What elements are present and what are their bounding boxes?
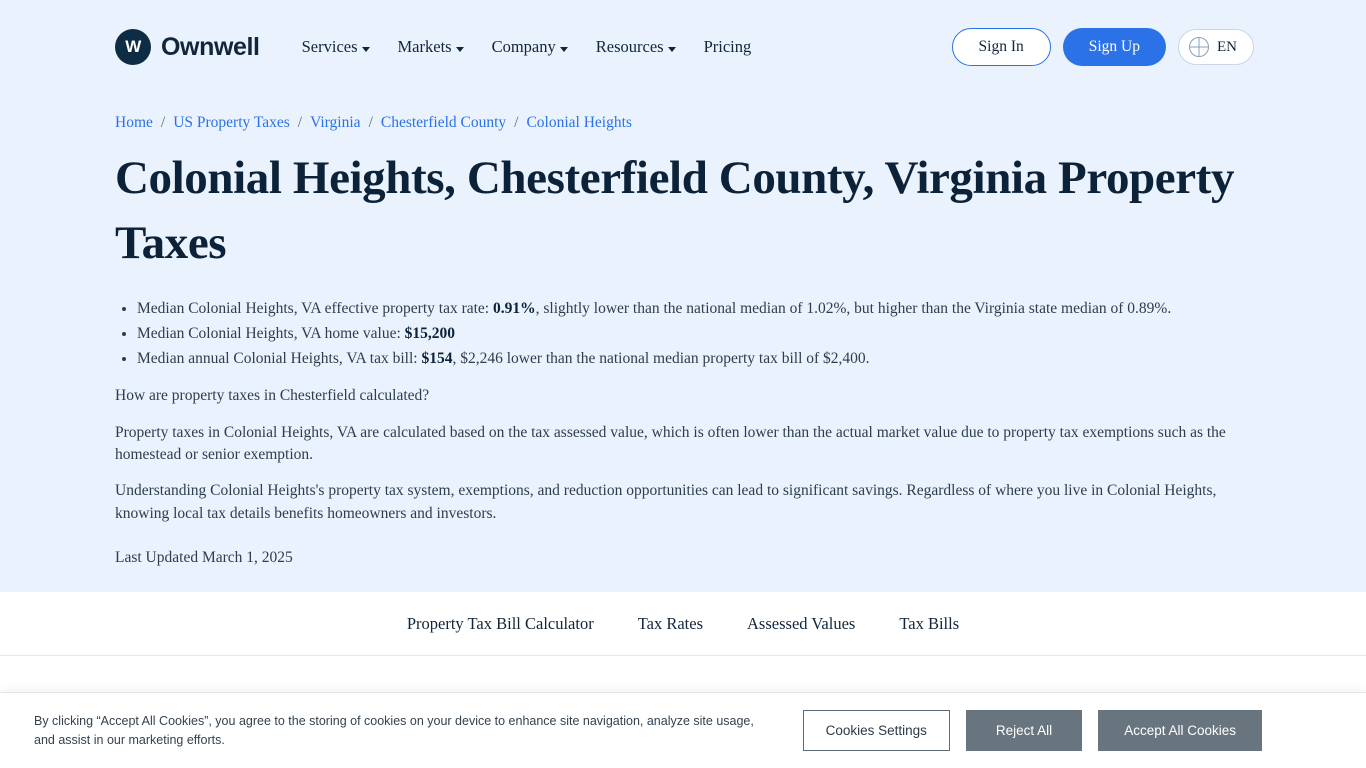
brand-logo[interactable]: [115, 29, 260, 65]
accept-all-cookies-button[interactable]: Accept All Cookies: [1098, 710, 1262, 751]
sign-up-button[interactable]: Sign Up: [1063, 28, 1166, 66]
calculation-question: How are property taxes in Chesterfield calculated?: [115, 387, 430, 405]
breadcrumb: [115, 114, 1251, 132]
tab-assessed-values[interactable]: Assessed Values: [747, 613, 856, 633]
fact-2-value: $15,200: [404, 324, 456, 342]
top-navigation-bar: [0, 0, 1366, 94]
section-tabs: [0, 592, 1366, 656]
language-label: EN: [1217, 38, 1237, 55]
page-title: Colonial Heights, Chesterfield County, Virginia Property Taxes: [115, 152, 1235, 269]
language-selector[interactable]: [1178, 29, 1254, 65]
nav-item-company-label: Company: [491, 37, 556, 56]
sign-in-button[interactable]: Sign In: [952, 28, 1051, 66]
content-below-fold: [0, 656, 1366, 696]
key-facts-list: [137, 296, 1251, 371]
tab-tax-bills[interactable]: Tax Bills: [899, 613, 960, 633]
fact-3-post: , $2,246 lower than the national median property tax bill of $2,400.: [452, 349, 870, 367]
nav-actions: [952, 28, 1254, 66]
list-item: [137, 321, 1251, 346]
ownwell-logo-icon: W: [115, 29, 151, 65]
reject-all-button[interactable]: Reject All: [966, 710, 1082, 751]
nav-item-markets[interactable]: [398, 37, 464, 57]
tab-property-tax-bill-calculator[interactable]: Property Tax Bill Calculator: [406, 613, 594, 633]
breadcrumb-item-virginia[interactable]: Virginia: [310, 114, 361, 131]
paragraph-understanding: Understanding Colonial Heights's property tax system, exemptions, and reduction opportunities can lead to significant savings. Regardless of where you live in Colonial Heights, knowing local tax details benefits homeowners and investors.: [115, 482, 1217, 522]
paragraph-calculation: Property taxes in Colonial Heights, VA are calculated based on the tax assessed value, which is often lower than the actual market value due to property tax exemptions such as the homestead or senior exemption.: [115, 423, 1226, 463]
last-updated: Last Updated March 1, 2025: [115, 549, 293, 567]
fact-1-post: , slightly lower than the national median of 1.02%, but higher than the Virginia state median of 0.89%.: [535, 299, 1172, 317]
breadcrumb-item-us-property-taxes[interactable]: US Property Taxes: [173, 114, 290, 131]
nav-item-resources-label: Resources: [595, 37, 664, 56]
nav-item-pricing[interactable]: [704, 37, 752, 57]
breadcrumb-separator: /: [514, 114, 519, 131]
nav-item-services-label: Services: [301, 37, 358, 56]
cookies-settings-button[interactable]: Cookies Settings: [803, 710, 950, 751]
chevron-down-icon: [668, 47, 676, 52]
list-item: [137, 296, 1251, 321]
fact-3-value: $154: [421, 349, 453, 367]
breadcrumb-separator: /: [160, 114, 166, 131]
breadcrumb-item-home[interactable]: Home: [115, 114, 153, 131]
tab-tax-rates[interactable]: Tax Rates: [637, 613, 704, 633]
fact-3-pre: Median annual Colonial Heights, VA tax bill:: [137, 349, 422, 367]
breadcrumb-separator: /: [368, 114, 373, 131]
nav-item-markets-label: Markets: [397, 37, 452, 56]
list-item: [137, 346, 1251, 371]
nav-item-resources[interactable]: [596, 37, 676, 57]
breadcrumb-item-chesterfield-county[interactable]: Chesterfield County: [380, 114, 507, 131]
brand-name: Ownwell: [161, 32, 260, 61]
cookie-banner-actions: [803, 710, 1262, 751]
breadcrumb-separator: /: [297, 114, 303, 131]
chevron-down-icon: [456, 47, 464, 52]
hero-content: [0, 114, 1366, 567]
cookie-consent-banner: [0, 692, 1366, 768]
fact-1-pre: Median Colonial Heights, VA effective property tax rate:: [137, 299, 493, 317]
nav-item-company[interactable]: [492, 37, 568, 57]
nav-item-pricing-label: Pricing: [703, 37, 752, 56]
nav-item-services[interactable]: [302, 37, 370, 57]
fact-2-pre: Median Colonial Heights, VA home value:: [137, 324, 405, 342]
chevron-down-icon: [362, 47, 370, 52]
nav-links: [302, 37, 752, 57]
fact-1-value: 0.91%: [493, 299, 536, 317]
chevron-down-icon: [560, 47, 568, 52]
globe-icon: [1189, 37, 1209, 57]
breadcrumb-item-colonial-heights[interactable]: Colonial Heights: [526, 114, 632, 131]
cookie-banner-text: By clicking “Accept All Cookies”, you agree to the storing of cookies on your device to enhance site navigation, analyze site usage, and assist in our marketing efforts.: [34, 713, 754, 747]
